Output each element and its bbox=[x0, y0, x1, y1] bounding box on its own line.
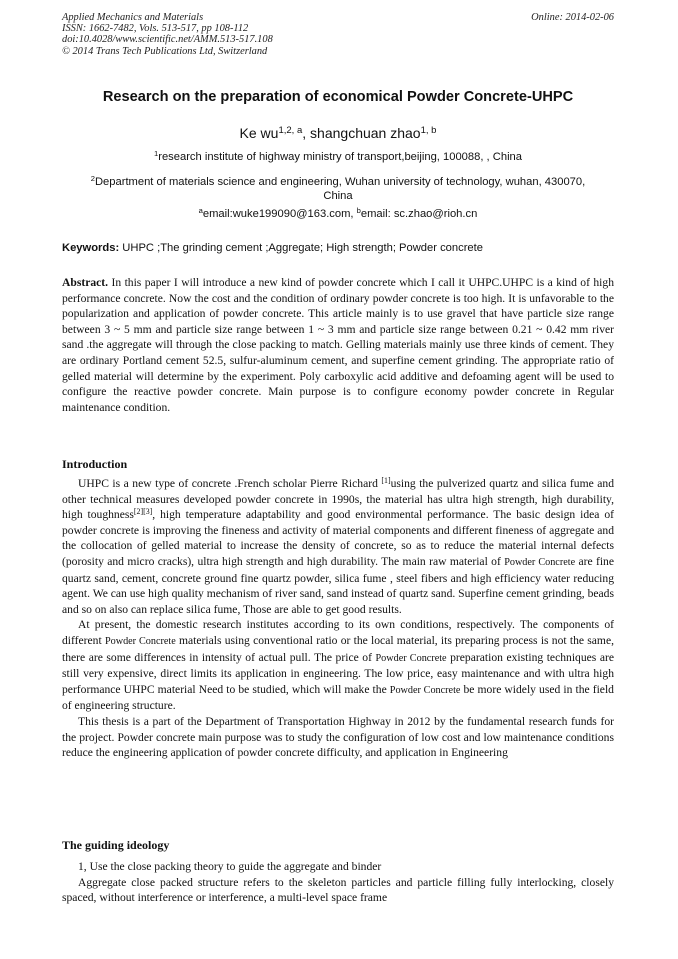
text-run: Powder Concrete bbox=[104, 635, 176, 647]
text-run: Powder Concrete bbox=[375, 652, 447, 664]
paragraph: 1, Use the close packing theory to guide the aggregate and binder bbox=[78, 860, 382, 873]
guiding-ideology-heading: The guiding ideology bbox=[62, 838, 170, 852]
text-run: UHPC is a new type of concrete .French scholar Pierre Richard bbox=[78, 477, 382, 490]
text-run: Powder Concrete bbox=[389, 684, 461, 696]
affiliation-superscript: 1 bbox=[153, 148, 159, 158]
author-line bbox=[62, 124, 614, 142]
email-b[interactable]: email: sc.zhao@rioh.cn bbox=[360, 208, 478, 220]
email-superscript: b bbox=[356, 205, 361, 215]
paragraph bbox=[62, 617, 614, 714]
paper-title: Research on the preparation of economical Powder Concrete-UHPC bbox=[102, 89, 574, 105]
email-superscript: a bbox=[198, 205, 203, 215]
online-date: Online: 2014-02-06 bbox=[531, 12, 614, 23]
text-run: are fine quartz sand, cement, concrete ground fine quartz powder, silica fume , steel fibers and high efficiency water reducing agent. We can use high quality mechanism of river sand, sand instead of quartz sand. Superfine cement grinding, beads and so on also can replace silica fume, Those are able to get good results. bbox=[62, 554, 614, 616]
affiliation-text: Department of materials science and engineering, Wuhan university of technology, wuhan, 430070, China bbox=[94, 176, 586, 202]
affiliation-2 bbox=[62, 175, 614, 203]
introduction-heading: Introduction bbox=[62, 457, 128, 471]
email-a[interactable]: email:wuke199090@163.com, bbox=[202, 208, 357, 220]
author-superscript: 1, b bbox=[420, 124, 437, 136]
guiding-ideology-body bbox=[62, 859, 614, 906]
paragraph: Aggregate close packed structure refers to the skeleton particles and particle filling fully interlocking, closely spaced, without interference or interference, a multi-level space frame bbox=[62, 875, 614, 905]
text-run: Powder Concrete bbox=[504, 556, 576, 568]
affiliation-superscript: 2 bbox=[90, 173, 95, 183]
abstract bbox=[62, 275, 614, 415]
introduction-body bbox=[62, 476, 614, 761]
author-name: Ke wu bbox=[239, 125, 279, 141]
keywords-label: Keywords: bbox=[62, 242, 120, 254]
abstract-text: In this paper I will introduce a new kind of powder concrete which I call it UHPC.UHPC is a kind of high performance concrete. Now the cost and the condition of ordinary powder concrete is too high. It is unfavorable to the popularization and application of powder concrete. This article mainly is to use gravel that have particle size range between 3 ~ 5 mm and particle size range between 1 ~ 3 mm and particle size range between 0.21 ~ 0.42 mm river sand .the aggregate will through the close packing to match. Gelling materials mainly use three kinds of cement. They are ordinary Portland cement 52.5, sulfur-aluminum cement, and superfine cement grinding. The appropriate ratio of gelled material will determine by the experiment. Poly carboxylic acid additive and defoaming agent will be used to configure the reactive powder concrete. Main purpose is to configure economy powder concrete in Regular maintenance condition. bbox=[62, 276, 614, 414]
affiliation-text: research institute of highway ministry of transport,beijing, 100088, , China bbox=[158, 151, 523, 163]
text-run: , high temperature adaptability and good environmental performance. The basic design idea of powder concrete is improving the fineness and activity of material components and different fineness of aggregate and the collocation of gelled material to increase the density of concrete, so as to reduce the material internal defects (porosity and micro cracks), ultra high strength and high durability. The main raw material of bbox=[62, 508, 615, 568]
author-separator: , bbox=[302, 125, 311, 141]
text-run: be more widely used in the field of engineering structure. bbox=[62, 682, 614, 713]
doi-line: doi:10.4028/www.scientific.net/AMM.513-517.108 bbox=[62, 34, 273, 46]
email-line bbox=[62, 207, 614, 221]
text-run: using the pulverized quartz and silica fume and other technical measures developed powder concrete in 1990s, the material has ultra high strength, high durability, high toughness bbox=[62, 477, 614, 522]
keywords bbox=[62, 241, 614, 255]
copyright-line: © 2014 Trans Tech Publications Ltd, Switzerland bbox=[62, 45, 268, 57]
journal-name: Applied Mechanics and Materials bbox=[62, 12, 204, 23]
paragraph bbox=[62, 476, 614, 617]
journal-header bbox=[62, 12, 614, 57]
author-name: shangchuan zhao bbox=[310, 125, 421, 141]
citation[interactable]: [2][3] bbox=[133, 506, 153, 516]
author-superscript: 1,2, a bbox=[278, 124, 303, 136]
keywords-text: UHPC ;The grinding cement ;Aggregate; High strength; Powder concrete bbox=[119, 242, 483, 254]
citation[interactable]: [1] bbox=[381, 475, 391, 485]
text-run: preparation existing techniques are still very expensive, direct limits its application in engineering. The low price, easy maintenance and with ultra high performance UHPC material Need to be studied, which will make the bbox=[62, 650, 614, 696]
text-run: materials using conventional ratio or the local material, its preparing process is not the same, there are some differences in intensity of actual pull. The price of bbox=[62, 633, 614, 664]
abstract-label: Abstract. bbox=[62, 276, 109, 289]
affiliation-1 bbox=[62, 150, 614, 164]
text-run: At present, the domestic research institutes according to its own conditions, respectively. The components of different bbox=[62, 618, 614, 647]
paragraph: This thesis is a part of the Department of Transportation Highway in 2012 by the fundamental research funds for the project. Powder concrete main purpose was to study the configuration of low cost and low maintenance conditions reduce the engineering application of powder concrete difficulty, and application in Engineering bbox=[62, 714, 614, 760]
issn-line: ISSN: 1662-7482, Vols. 513-517, pp 108-112 bbox=[62, 23, 249, 35]
